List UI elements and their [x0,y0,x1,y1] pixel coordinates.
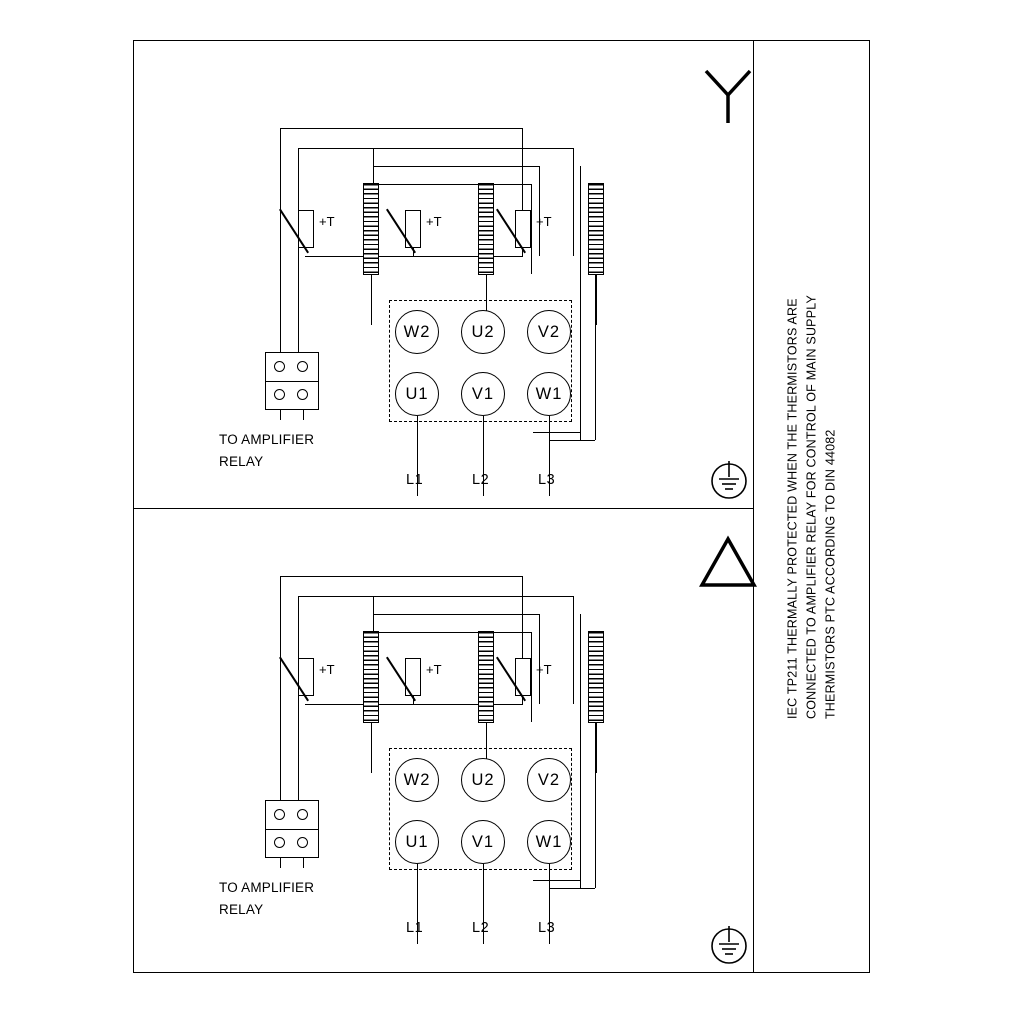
wire-top-1 [280,576,522,577]
amp-terminal-dot-4[interactable] [297,837,308,848]
wire-ptc-link-2 [413,256,523,257]
coil-u [478,183,494,275]
amplifier-label-line1: TO AMPLIFIER [219,432,315,447]
terminal-u2[interactable]: U2 [461,310,505,354]
amp-terminal-dot-2[interactable] [297,361,308,372]
amp-terminal-dot-1[interactable] [274,361,285,372]
thermistor-3 [515,658,531,696]
amplifier-label-line2: RELAY [219,454,264,469]
terminal-v2[interactable]: V2 [527,310,571,354]
wire-coil-w-down [371,275,372,325]
wire-top-3 [373,614,539,615]
wire-star-bus-bottom [549,440,595,441]
wye-icon [698,65,758,125]
coil-w [363,183,379,275]
wire-ptc-link-1 [305,256,413,257]
thermistor-1-label: +T [319,662,335,677]
wire-top-2 [298,148,573,149]
terminal-w1[interactable]: W1 [527,372,571,416]
wire-delta-bus-outer [580,614,581,888]
terminal-u1[interactable]: U1 [395,820,439,864]
terminal-w1[interactable]: W1 [527,820,571,864]
wire-delta-bus-bottom [549,888,595,889]
thermistor-2 [405,658,421,696]
wire-top-3-down [539,166,540,256]
terminal-w2[interactable]: W2 [395,310,439,354]
delta-icon [698,533,758,591]
notes-text [783,294,840,718]
phase-label-l3: L3 [538,920,556,936]
coil-v [588,183,604,275]
note-line-1: IEC TP211 THERMALLY PROTECTED WHEN THE THERMISTORS ARE [785,297,799,719]
wire-top-2-down-b [573,596,574,704]
amp-block-divider [266,829,318,830]
panel-delta-connection [133,508,753,973]
phase-label-l2: L2 [472,472,490,488]
wire-top-2-down-b [573,148,574,256]
amp-terminal-dot-2[interactable] [297,809,308,820]
terminal-u2[interactable]: U2 [461,758,505,802]
earth-ground-icon [703,455,755,507]
phase-label-l3: L3 [538,472,556,488]
wire-delta-top-a [363,632,531,633]
terminal-v1[interactable]: V1 [461,820,505,864]
note-line-3: THERMISTORS PTC ACCORDING TO DIN 44082 [823,428,837,719]
coil-v [588,631,604,723]
phase-label-l1: L1 [406,472,424,488]
coil-w [363,631,379,723]
thermistor-3 [515,210,531,248]
panel-star-connection [133,40,753,508]
wire-star-bus-bottom-2 [533,432,580,433]
wire-delta-bus-bottom-2 [533,880,580,881]
amplifier-label-line2: RELAY [219,902,264,917]
thermistor-2-label: +T [426,214,442,229]
thermistor-1 [298,658,314,696]
notes-column [753,40,870,973]
wire-star-right-a [531,184,532,274]
wire-delta-bus-right [595,723,596,888]
phase-label-l2: L2 [472,920,490,936]
thermistor-3-label: +T [536,662,552,677]
wire-ptc-link-2 [413,704,523,705]
amp-terminal-dot-1[interactable] [274,809,285,820]
coil-u [478,631,494,723]
terminal-v1[interactable]: V1 [461,372,505,416]
wire-ptc-link-1 [305,704,413,705]
terminal-v2[interactable]: V2 [527,758,571,802]
note-line-2: CONNECTED TO AMPLIFIER RELAY FOR CONTROL OF MAIN SUPPLY [804,294,818,719]
phase-label-l1: L1 [406,920,424,936]
thermistor-2-label: +T [426,662,442,677]
amp-block-divider [266,381,318,382]
amplifier-terminal-block[interactable] [265,352,319,410]
wire-star-bus-outer [580,166,581,440]
earth-ground-icon [703,920,755,972]
wire-top-3 [373,166,539,167]
wire-delta-right-a [531,632,532,722]
terminal-u1[interactable]: U1 [395,372,439,416]
wire-coil-w-down [371,723,372,773]
amp-terminal-dot-3[interactable] [274,837,285,848]
thermistor-1-label: +T [319,214,335,229]
thermistor-2 [405,210,421,248]
terminal-w2[interactable]: W2 [395,758,439,802]
wire-top-3-down [539,614,540,704]
wire-top-1 [280,128,522,129]
wire-top-2 [298,596,573,597]
thermistor-3-label: +T [536,214,552,229]
amp-terminal-dot-3[interactable] [274,389,285,400]
amplifier-terminal-block[interactable] [265,800,319,858]
amp-terminal-dot-4[interactable] [297,389,308,400]
thermistor-1 [298,210,314,248]
wire-star-top-a [363,184,531,185]
wire-star-bus-right [595,275,596,440]
amplifier-label-line1: TO AMPLIFIER [219,880,315,895]
